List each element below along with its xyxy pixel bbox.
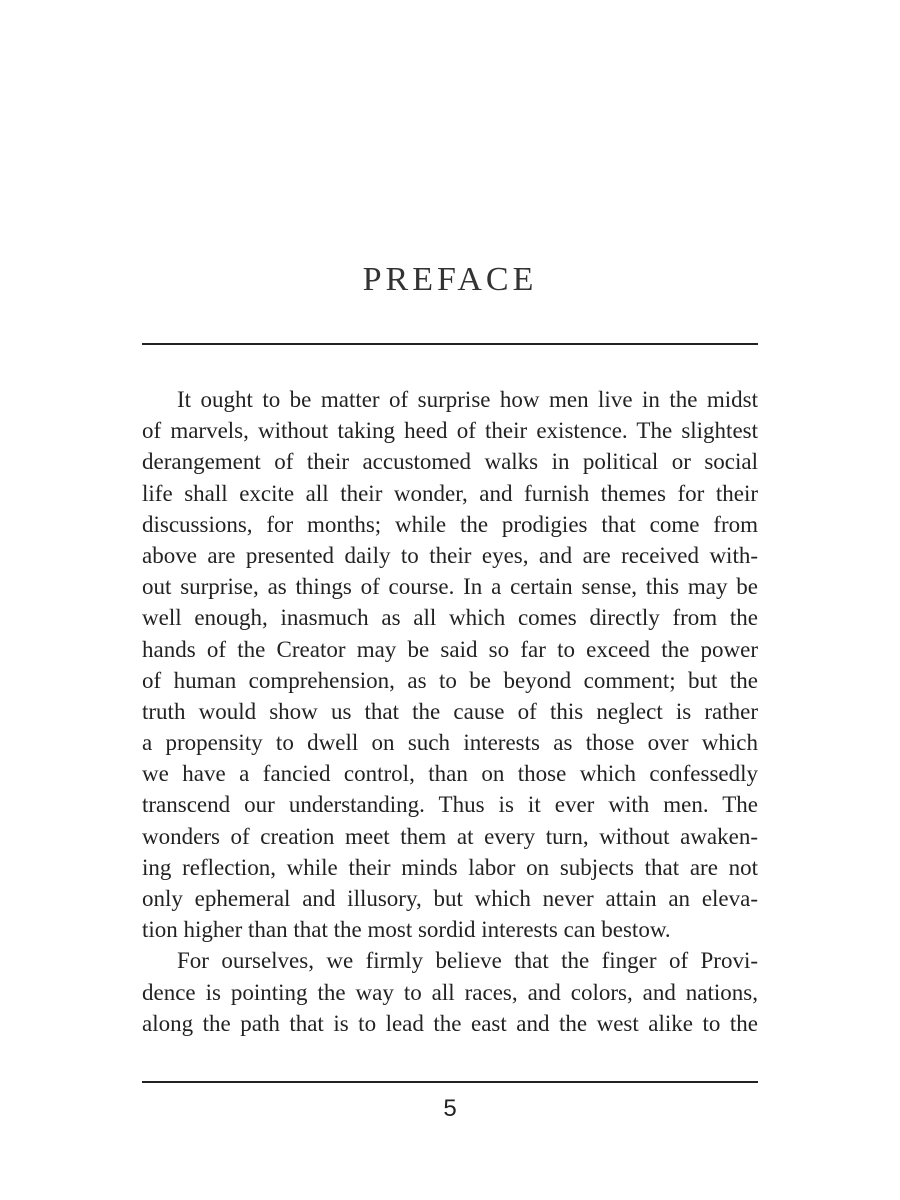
text-line: tion higher than that the most sordid interests can bestow.: [142, 917, 671, 943]
text-line: above are presented daily to their eyes, and are received with-: [142, 542, 758, 568]
text-line: derangement of their accustomed walks in political or social: [142, 449, 758, 475]
text-line: transcend our understanding. Thus is it ever with men. The: [142, 792, 758, 818]
text-line: well enough, inasmuch as all which comes directly from the: [142, 605, 758, 631]
top-rule: [142, 343, 758, 345]
text-line: It ought to be matter of surprise how men live in the midst: [177, 387, 758, 412]
text-line: of human comprehension, as to be beyond comment; but the: [142, 667, 758, 693]
text-line: ing reflection, while their minds labor on subjects that are not: [142, 854, 758, 880]
bottom-rule: [142, 1081, 758, 1083]
text-line: out surprise, as things of course. In a certain sense, this may be: [142, 574, 758, 600]
text-line: along the path that is to lead the east and the west alike to the: [142, 1010, 758, 1036]
body-text: [142, 384, 758, 1039]
text-line: we have a fancied control, than on those which confessedly: [142, 761, 758, 787]
text-line: a propensity to dwell on such interests as those over which: [142, 730, 758, 756]
text-line: discussions, for months; while the prodigies that come from: [142, 511, 758, 537]
page-title: PREFACE: [362, 261, 538, 298]
text-line: For ourselves, we firmly believe that the finger of Provi-: [177, 948, 758, 974]
text-line: hands of the Creator may be said so far to exceed the power: [142, 636, 758, 662]
text-line: wonders of creation meet them at every turn, without awaken-: [142, 823, 758, 849]
text-line: truth would show us that the cause of this neglect is rather: [142, 698, 758, 724]
text-line: only ephemeral and illusory, but which never attain an eleva-: [142, 886, 758, 911]
text-line: dence is pointing the way to all races, and colors, and nations,: [142, 979, 758, 1005]
text-line: of marvels, without taking heed of their existence. The slightest: [142, 418, 758, 444]
text-line: life shall excite all their wonder, and furnish themes for their: [142, 480, 758, 506]
page-number: 5: [443, 1095, 457, 1122]
